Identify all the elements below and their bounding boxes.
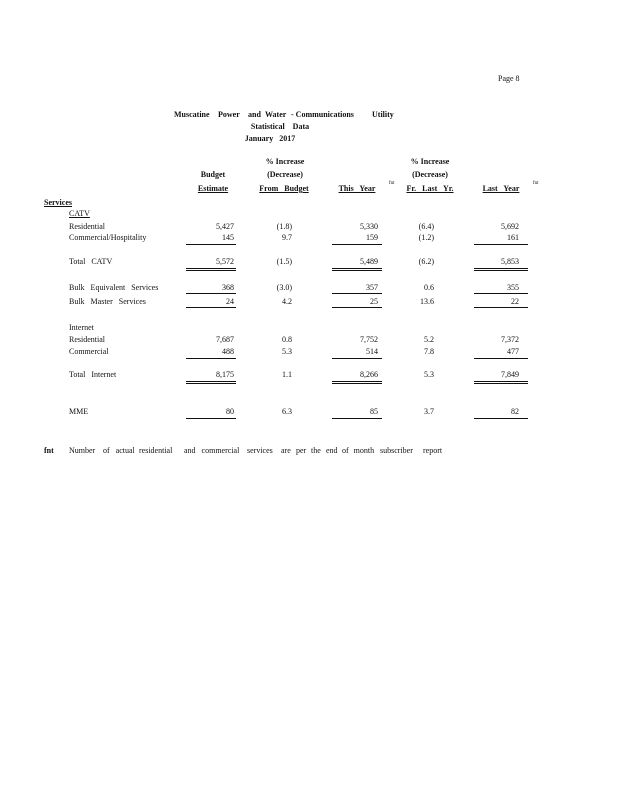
row-label: Bulk Equivalent Services — [69, 283, 159, 292]
cell-budget: 5,572 — [216, 257, 234, 266]
row-label: Bulk Master Services — [69, 297, 146, 306]
footnote-word: report — [423, 446, 443, 455]
footnote-word: Number — [69, 446, 96, 455]
cell-budget: 5,427 — [216, 222, 234, 231]
row-label: Total Internet — [69, 370, 117, 379]
cell-this-year: 5,489 — [360, 257, 378, 266]
cell-last-year: 7,372 — [501, 335, 519, 344]
cell-last-year: 355 — [507, 283, 519, 292]
total-rule — [186, 268, 236, 269]
row-rule — [332, 418, 382, 419]
footnote-marker: fnt — [533, 181, 539, 186]
page-number: Page 8 — [498, 74, 520, 83]
total-rule — [332, 270, 382, 271]
title-word: Power — [218, 110, 240, 119]
title-word: Utility — [372, 110, 394, 119]
cell-budget: 145 — [222, 233, 234, 242]
subtotal-rule — [474, 244, 528, 245]
footnote-word: are — [281, 446, 291, 455]
cell-pct-budget: 5.3 — [282, 347, 292, 356]
col-header-pct-budget-line3: From Budget — [259, 184, 309, 193]
cell-budget: 24 — [226, 297, 234, 306]
subtotal-rule — [474, 358, 528, 359]
row-rule — [186, 418, 236, 419]
title-word: Water — [265, 110, 287, 119]
footnote-word: subscriber — [380, 446, 413, 455]
col-header-pct-budget-line1: % Increase — [265, 157, 305, 166]
cell-pct-last: 5.2 — [424, 335, 434, 344]
total-rule — [332, 268, 382, 269]
cell-pct-budget: 9.7 — [282, 233, 292, 242]
cell-pct-last: 7.8 — [424, 347, 434, 356]
row-rule — [186, 307, 236, 308]
row-rule — [186, 293, 236, 294]
row-rule — [474, 293, 528, 294]
total-rule — [186, 383, 236, 384]
total-rule — [186, 381, 236, 382]
total-rule — [186, 270, 236, 271]
total-rule — [474, 268, 528, 269]
cell-this-year: 159 — [366, 233, 378, 242]
cell-last-year: 161 — [507, 233, 519, 242]
total-rule — [332, 381, 382, 382]
footnote-word: the — [311, 446, 321, 455]
total-rule — [474, 381, 528, 382]
row-label: Commercial/Hospitality — [69, 233, 147, 242]
cell-last-year: 477 — [507, 347, 519, 356]
title-word: and — [248, 110, 261, 119]
cell-pct-budget: (1.8) — [276, 222, 292, 231]
row-rule — [474, 418, 528, 419]
cell-this-year: 25 — [370, 297, 378, 306]
subtotal-rule — [186, 244, 236, 245]
cell-this-year: 357 — [366, 283, 378, 292]
cell-budget: 8,175 — [216, 370, 234, 379]
cell-pct-last: 5.3 — [424, 370, 434, 379]
cell-pct-budget: 1.1 — [282, 370, 292, 379]
footnote-word: of actual — [103, 446, 135, 455]
total-rule — [474, 383, 528, 384]
col-header-pct-last-line1: % Increase — [410, 157, 450, 166]
cell-last-year: 22 — [511, 297, 519, 306]
section-catv: CATV — [69, 209, 90, 218]
cell-pct-budget: (3.0) — [276, 283, 292, 292]
col-header-this-year: This Year — [338, 184, 376, 193]
footnote-word: per — [296, 446, 307, 455]
col-header-pct-budget-line2: (Decrease) — [267, 170, 303, 179]
row-rule — [332, 307, 382, 308]
section-internet: Internet — [69, 323, 94, 332]
cell-last-year: 5,853 — [501, 257, 519, 266]
col-header-budget-line1: Budget — [200, 170, 226, 179]
cell-last-year: 5,692 — [501, 222, 519, 231]
total-rule — [332, 383, 382, 384]
cell-this-year: 8,266 — [360, 370, 378, 379]
footnote-word: of month — [342, 446, 375, 455]
cell-budget: 488 — [222, 347, 234, 356]
row-label: Total CATV — [69, 257, 113, 266]
col-header-budget-line2: Estimate — [197, 184, 229, 193]
cell-pct-last: 13.6 — [420, 297, 434, 306]
cell-budget: 80 — [226, 407, 234, 416]
cell-pct-last: (1.2) — [418, 233, 434, 242]
footnote-word: services — [247, 446, 273, 455]
col-header-last-year: Last Year — [482, 184, 520, 193]
cell-budget: 368 — [222, 283, 234, 292]
title-word: Muscatine — [174, 110, 210, 119]
footnote-word: residential — [139, 446, 173, 455]
cell-last-year: 82 — [511, 407, 519, 416]
subtotal-rule — [332, 358, 382, 359]
row-label: Commercial — [69, 347, 109, 356]
row-label: Residential — [69, 222, 105, 231]
subtotal-rule — [332, 244, 382, 245]
cell-pct-budget: 0.8 — [282, 335, 292, 344]
cell-pct-last: 3.7 — [424, 407, 434, 416]
cell-pct-budget: 4.2 — [282, 297, 292, 306]
row-rule — [332, 293, 382, 294]
title-date: January 2017 — [244, 134, 296, 143]
footnote-marker: fnt — [389, 181, 395, 186]
cell-pct-last: (6.4) — [418, 222, 434, 231]
section-services: Services — [44, 198, 72, 207]
title-subtitle: Statistical Data — [250, 122, 310, 131]
footnote-word: and commercial — [184, 446, 240, 455]
cell-last-year: 7,849 — [501, 370, 519, 379]
title-word: - Communications — [291, 110, 354, 119]
subtotal-rule — [186, 358, 236, 359]
cell-this-year: 85 — [370, 407, 378, 416]
cell-pct-budget: (1.5) — [276, 257, 292, 266]
row-label: MME — [69, 407, 89, 416]
col-header-pct-last-line2: (Decrease) — [412, 170, 448, 179]
total-rule — [474, 270, 528, 271]
cell-this-year: 5,330 — [360, 222, 378, 231]
col-header-pct-last-line3: Fr. Last Yr. — [406, 184, 454, 193]
cell-this-year: 7,752 — [360, 335, 378, 344]
footnote-word: end — [326, 446, 338, 455]
row-rule — [474, 307, 528, 308]
cell-this-year: 514 — [366, 347, 378, 356]
cell-pct-last: (6.2) — [418, 257, 434, 266]
cell-budget: 7,687 — [216, 335, 234, 344]
cell-pct-last: 0.6 — [424, 283, 434, 292]
cell-pct-budget: 6.3 — [282, 407, 292, 416]
footnote-mark: fnt — [44, 446, 54, 455]
row-label: Residential — [69, 335, 105, 344]
